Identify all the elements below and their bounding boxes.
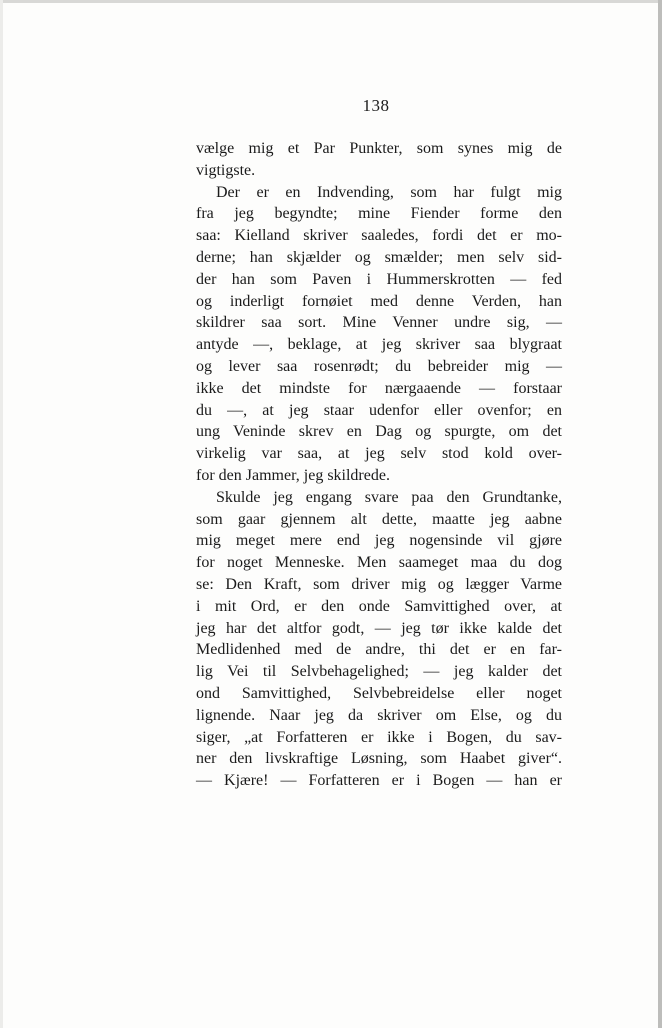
text-line: for noget Menneske. Men saameget maa du dog: [196, 554, 562, 572]
text-line: lig Vei til Selvbehagelighed; — jeg kalder det: [196, 663, 562, 681]
text-line: som gaar gjennem alt dette, maatte jeg aabne: [196, 510, 562, 528]
text-line: vælge mig et Par Punkter, som synes mig de: [196, 140, 562, 157]
text-line: skildrer saa sort. Mine Venner undre sig, —: [196, 314, 562, 332]
text-line: og inderligt fornøiet med denne Verden, han: [196, 292, 562, 310]
text-line: virkelig var saa, at jeg selv stod kold over-: [196, 445, 562, 463]
text-line: Skulde jeg engang svare paa den Grundtanke,: [216, 488, 562, 506]
text-line: derne; han skjælder og smælder; men selv sid-: [196, 248, 562, 266]
text-line: jeg har det altfor godt, — jeg tør ikke kalde det: [196, 619, 562, 637]
page-number: 138: [362, 96, 390, 115]
text-line: ond Samvittighed, Selvbebreidelse eller noget: [196, 684, 562, 702]
scan-edge-right: [658, 0, 662, 1028]
text-line: Medlidenhed med de andre, thi det er en far-: [196, 641, 562, 659]
text-line: du —, at jeg staar udenfor eller ovenfor; en: [196, 401, 562, 419]
text-line: vigtigste.: [196, 161, 256, 179]
text-line: siger, „at Forfatteren er ikke i Bogen, du sav-: [196, 728, 562, 746]
text-line: — Kjære! — Forfatteren er i Bogen — han er: [196, 772, 562, 790]
scan-edge-top: [0, 0, 662, 3]
text-line: der han som Paven i Hummerskrotten — fed: [196, 270, 562, 288]
text-line: ikke det mindste for nærgaaende — forstaar: [196, 379, 562, 397]
text-line: saa: Kielland skriver saaledes, fordi det er mo-: [196, 227, 562, 245]
text-line: fra jeg begyndte; mine Fiender forme den: [196, 205, 562, 223]
scan-edge-left: [0, 0, 3, 1028]
text-line: antyde —, beklage, at jeg skriver saa blygraat: [196, 336, 562, 354]
text-line: mig meget mere end jeg nogensinde vil gjøre: [196, 532, 562, 550]
text-line: lignende. Naar jeg da skriver om Else, og du: [196, 706, 562, 724]
text-line: og lever saa rosenrødt; du bebreider mig —: [196, 357, 562, 375]
text-line: Der er en Indvending, som har fulgt mig: [216, 183, 562, 201]
text-line: for den Jammer, jeg skildrede.: [196, 466, 390, 484]
text-line: ung Veninde skrev en Dag og spurgte, om det: [196, 423, 562, 441]
text-line: se: Den Kraft, som driver mig og lægger Varme: [196, 575, 562, 593]
text-line: ner den livskraftige Løsning, som Haabet giver“.: [196, 750, 562, 768]
text-line: i mit Ord, er den onde Samvittighed over, at: [196, 597, 562, 615]
body-text: [196, 138, 562, 792]
